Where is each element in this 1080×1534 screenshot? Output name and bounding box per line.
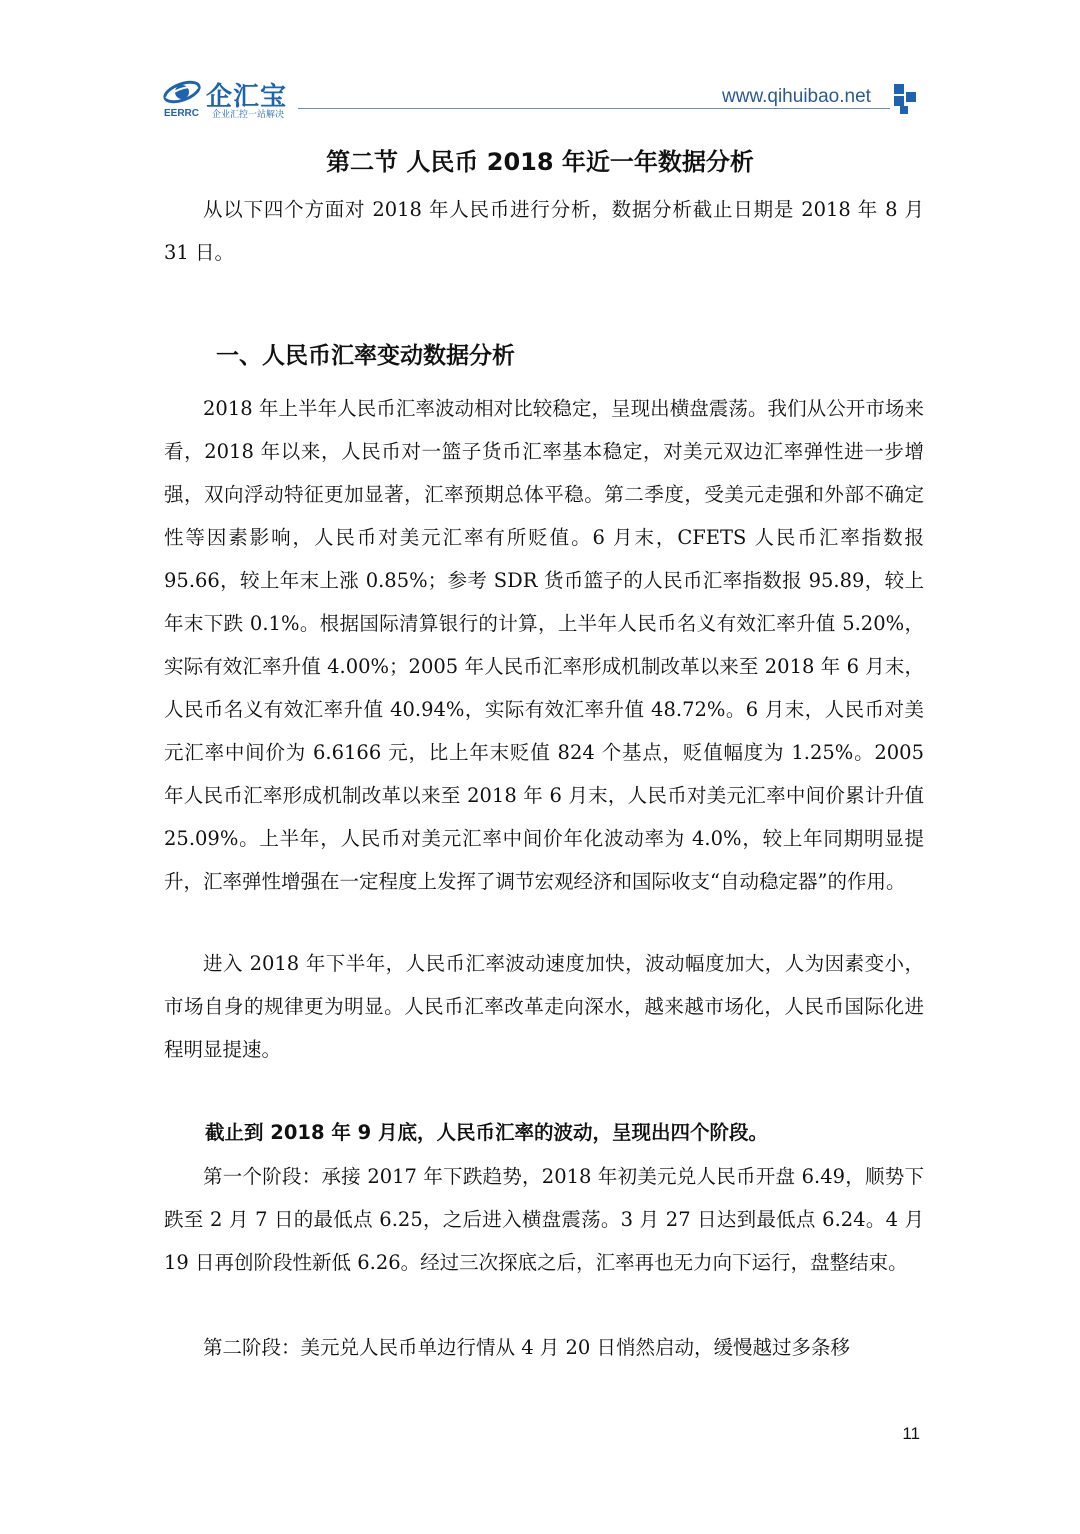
logo-slogan: 企业汇控一站解决 (212, 110, 285, 120)
logo (160, 76, 290, 120)
logo-text: 企汇宝 (206, 82, 288, 112)
paragraph-stage-two: 第二阶段：美元兑人民币单边行情从 4 月 20 日悄然启动，缓慢越过多条移 (203, 1336, 851, 1359)
page-header (0, 0, 1080, 130)
section-title: 第二节 人民币 2018 年近一年数据分析 (326, 148, 754, 176)
page-number: 11 (902, 1424, 920, 1443)
logo-abbreviation: EERRC (164, 108, 200, 119)
globe-logo-icon (162, 78, 202, 106)
heading-four-stages: 截止到 2018 年 9 月底，人民币汇率的波动，呈现出四个阶段。 (205, 1121, 768, 1144)
intro-paragraph: 从以下四个方面对 2018 年人民币进行分析，数据分析截止日期是 2018 年 8 月 31 日。 (164, 198, 924, 264)
header-divider (298, 108, 890, 109)
paragraph-first-half: 2018 年上半年人民币汇率波动相对比较稳定，呈现出横盘震荡。我们从公开市场来看，2018 年以来，人民币对一篮子货币汇率基本稳定，对美元双边汇率弹性进一步增强，双向浮动特征更加显著，汇率预期总体平稳。第二季度，受美元走强和外部不确定性等因素影响，人民币对美元汇率有所贬值。6 月末，CFETS 人民币汇率指数报 95.66，较上年末上涨 0.85%；参考 SDR 货币篮子的人民币汇率指数报 95.89，较上年末下跌 0.1%。根据国际清算银行的计算，上半年人民币名义有效汇率升值 5.20%，实际有效汇率升值 4.00%；2005 年人民币汇率形成机制改革以来至 2018 年 6 月末，人民币名义有效汇率升值 40.94%，实际有效汇率升值 48.72%。6 月末，人民币对美元汇率中间价为 6.6166 元，比上年末贬值 824 个基点，贬值幅度为 1.25%。2005 年人民币汇率形成机制改革以来至 2018 年 6 月末，人民币对美元汇率中间价累计升值 25.09%。上半年，人民币对美元汇率中间价年化波动率为 4.0%，较上年同期明显提升，汇率弹性增强在一定程度上发挥了调节宏观经济和国际收支“自动稳定器”的作用。 (164, 397, 924, 893)
heading-exchange-rate-analysis: 一、人民币汇率变动数据分析 (216, 343, 515, 369)
pixel-squares-icon (894, 84, 918, 114)
paragraph-second-half: 进入 2018 年下半年，人民币汇率波动速度加快，波动幅度加大，人为因素变小，市场自身的规律更为明显。人民币汇率改革走向深水，越来越市场化，人民币国际化进程明显提速。 (164, 952, 924, 1061)
website-url: www.qihuibao.net (722, 86, 871, 107)
paragraph-stage-one: 第一个阶段：承接 2017 年下跌趋势，2018 年初美元兑人民币开盘 6.49，顺势下跌至 2 月 7 日的最低点 6.25，之后进入横盘震荡。3 月 27 日达到最低点 6.24。4 月 19 日再创阶段性新低 6.26。经过三次探底之后，汇率再也无力向下运行，盘整结束。 (164, 1165, 924, 1274)
